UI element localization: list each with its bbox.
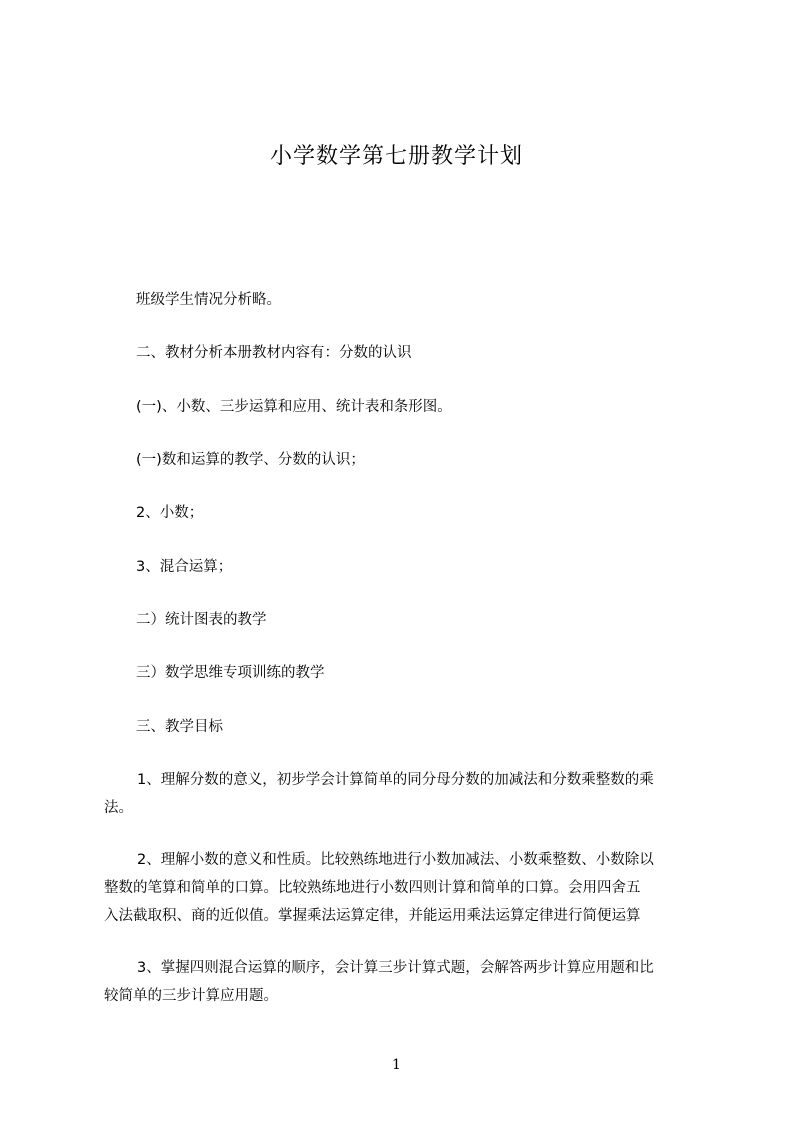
paragraph-line: 较简单的三步计算应用题。 — [104, 988, 278, 1004]
text-line: (一)、小数、三步运算和应用、统计表和条形图。 — [136, 399, 452, 415]
page-number: 1 — [392, 1057, 401, 1073]
paragraph-line: 1、理解分数的意义，初步学会计算简单的同分母分数的加减法和分数乘整数的乘 — [137, 772, 654, 788]
text-line: (一)数和运算的教学、分数的认识； — [136, 452, 365, 468]
document-title: 小学数学第七册教学计划 — [269, 144, 523, 169]
text-line: 三）数学思维专项训练的教学 — [136, 665, 325, 681]
text-line: 班级学生情况分析略。 — [136, 292, 281, 308]
text-line: 二）统计图表的教学 — [136, 612, 267, 628]
section-heading: 三、教学目标 — [136, 719, 223, 735]
text-line: 2、小数； — [136, 505, 204, 521]
text-line: 二、教材分析本册教材内容有：分数的认识 — [136, 345, 412, 361]
paragraph-line: 整数的笔算和简单的口算。比较熟练地进行小数四则计算和简单的口算。会用四舍五 — [104, 880, 641, 896]
paragraph — [104, 846, 716, 930]
paragraph — [104, 766, 716, 822]
paragraph — [104, 954, 716, 1010]
paragraph-line: 2、理解小数的意义和性质。比较熟练地进行小数加减法、小数乘整数、小数除以 — [137, 852, 654, 868]
paragraph-line: 3、掌握四则混合运算的顺序，会计算三步计算式题，会解答两步计算应用题和比 — [137, 960, 654, 976]
text-line: 3、混合运算； — [136, 559, 233, 575]
paragraph-line: 入法截取积、商的近似值。掌握乘法运算定律，并能运用乘法运算定律进行简便运算 — [104, 908, 641, 924]
paragraph-line: 法。 — [104, 800, 133, 816]
